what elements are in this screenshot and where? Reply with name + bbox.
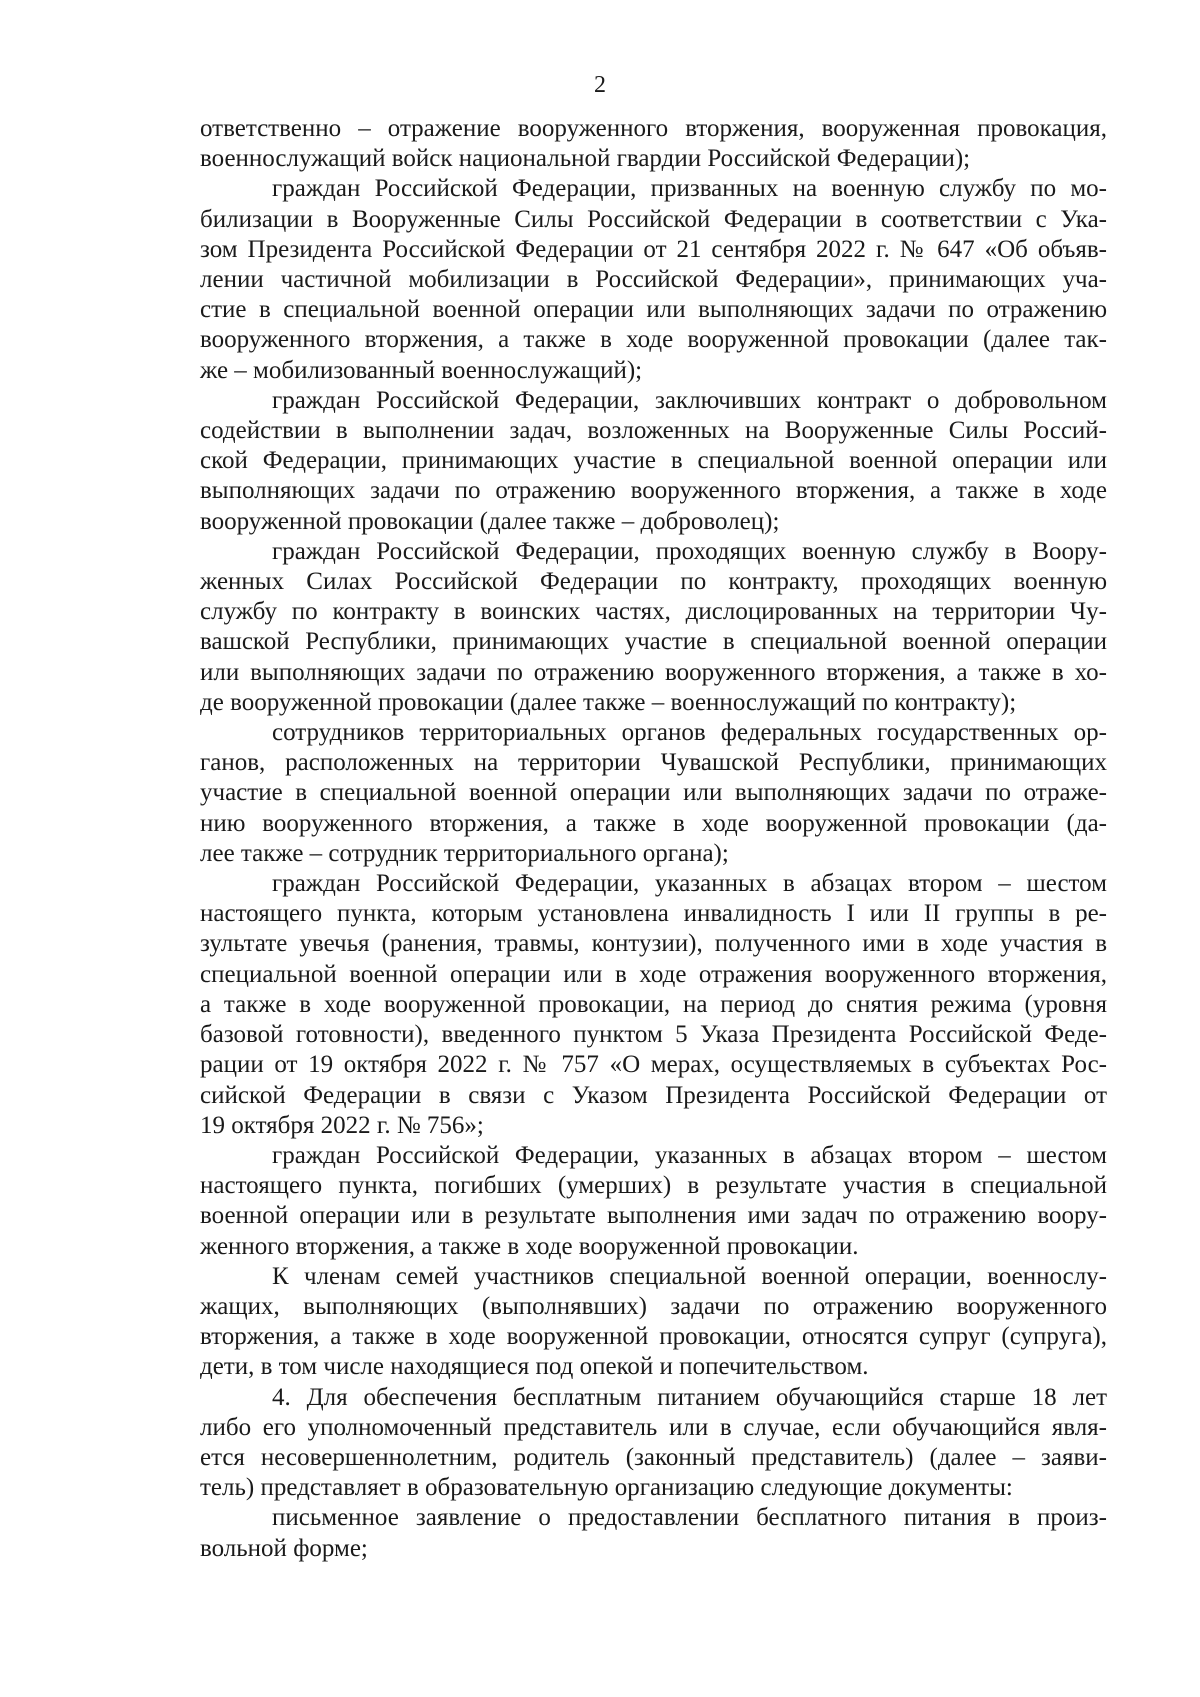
text-line: граждан Российской Федерации, проходящих военную службу в Воору- <box>272 537 1107 565</box>
text-line: ской Федерации, принимающих участие в специальной военной операции или <box>200 447 1107 475</box>
text-line: граждан Российской Федерации, заключивших контракт о добровольном <box>272 386 1107 414</box>
paragraph <box>200 386 1107 537</box>
text-line: билизации в Вооруженные Силы Российской Федерации в соответствии с Ука- <box>200 205 1107 233</box>
text-line: содействии в выполнении задач, возложенных на Вооруженные Силы Россий- <box>200 417 1107 445</box>
document-body <box>200 114 1107 1564</box>
text-line: базовой готовности), введенного пунктом 5 Указа Президента Российской Феде- <box>200 1021 1107 1049</box>
paragraph <box>200 1383 1107 1504</box>
text-line: сотрудников территориальных органов федеральных государственных ор- <box>272 719 1107 747</box>
text-line: или выполняющих задачи по отражению вооруженного вторжения, а также в хо- <box>200 658 1107 686</box>
text-line: граждан Российской Федерации, призванных на военную службу по мо- <box>272 175 1107 203</box>
text-line: участие в специальной военной операции или выполняющих задачи по отраже- <box>200 779 1107 807</box>
text-line: лее также – сотрудник территориального органа); <box>200 839 729 867</box>
text-line: настоящего пункта, которым установлена инвалидность I или II группы в ре- <box>200 900 1107 928</box>
text-line: вторжения, а также в ходе вооруженной провокации, относятся супруг (супруга), <box>200 1323 1107 1351</box>
text-line: зультате увечья (ранения, травмы, контузии), полученного ими в ходе участия в <box>200 930 1107 958</box>
text-line: К членам семей участников специальной военной операции, военнослу- <box>272 1262 1107 1290</box>
text-line: 19 октября 2022 г. № 756»; <box>200 1111 484 1139</box>
text-line: женного вторжения, а также в ходе вооруженной провокации. <box>200 1232 859 1260</box>
text-line: 4. Для обеспечения бесплатным питанием обучающийся старше 18 лет <box>272 1383 1107 1411</box>
text-line: вооруженного вторжения, а также в ходе вооруженной провокации (далее так- <box>200 326 1107 354</box>
text-line: стие в специальной военной операции или выполняющих задачи по отражению <box>200 296 1107 324</box>
text-line: граждан Российской Федерации, указанных в абзацах втором – шестом <box>272 870 1107 898</box>
text-line: военной операции или в результате выполнения ими задач по отражению воору- <box>200 1202 1107 1230</box>
text-line: а также в ходе вооруженной провокации, на период до снятия режима (уровня <box>200 990 1107 1018</box>
text-line: жащих, выполняющих (выполнявших) задачи по отражению вооруженного <box>200 1292 1107 1320</box>
paragraph <box>200 537 1107 718</box>
text-line: ответственно – отражение вооруженного вторжения, вооруженная провокация, <box>200 115 1107 142</box>
paragraph <box>200 718 1107 869</box>
text-line: ется несовершеннолетним, родитель (законный представитель) (далее – заяви- <box>200 1443 1107 1471</box>
text-line: военнослужащий войск национальной гвардии Российской Федерации); <box>200 145 971 173</box>
text-line: зом Президента Российской Федерации от 21 сентября 2022 г. № 647 «Об объяв- <box>200 235 1107 263</box>
text-line: тель) представляет в образовательную организацию следующие документы: <box>200 1474 1013 1502</box>
text-line: письменное заявление о предоставлении бесплатного питания в произ- <box>272 1504 1107 1532</box>
text-line: нию вооруженного вторжения, а также в ходе вооруженной провокации (да- <box>200 809 1107 837</box>
paragraph <box>200 114 1107 174</box>
text-line: де вооруженной провокации (далее также – военнослужащий по контракту); <box>200 688 1017 716</box>
page-number: 2 <box>594 72 606 98</box>
text-line: либо его уполномоченный представитель или в случае, если обучающийся явля- <box>200 1413 1107 1441</box>
text-line: службу по контракту в воинских частях, дислоцированных на территории Чу- <box>200 598 1107 626</box>
paragraph <box>200 1262 1107 1383</box>
paragraph <box>200 1141 1107 1262</box>
paragraph <box>200 869 1107 1141</box>
text-line: вашской Республики, принимающих участие в специальной военной операции <box>200 628 1107 656</box>
text-line: рации от 19 октября 2022 г. № 757 «О мерах, осуществляемых в субъектах Рос- <box>200 1051 1107 1079</box>
text-line: вооруженной провокации (далее также – доброволец); <box>200 507 780 535</box>
text-line: сийской Федерации в связи с Указом Президента Российской Федерации от <box>200 1081 1107 1109</box>
text-line: выполняющих задачи по отражению вооруженного вторжения, а также в ходе <box>200 477 1107 505</box>
text-line: лении частичной мобилизации в Российской Федерации», принимающих уча- <box>200 266 1107 294</box>
text-line: граждан Российской Федерации, указанных в абзацах втором – шестом <box>272 1141 1107 1169</box>
text-line: дети, в том числе находящиеся под опекой и попечительством. <box>200 1353 869 1381</box>
text-line: настоящего пункта, погибших (умерших) в результате участия в специальной <box>200 1172 1107 1200</box>
text-line: женных Силах Российской Федерации по контракту, проходящих военную <box>200 568 1107 596</box>
text-line: вольной форме; <box>200 1534 368 1562</box>
text-line: специальной военной операции или в ходе отражения вооруженного вторжения, <box>200 960 1107 988</box>
paragraph <box>200 1503 1107 1563</box>
text-line: же – мобилизованный военнослужащий); <box>200 356 643 384</box>
text-line: ганов, расположенных на территории Чувашской Республики, принимающих <box>200 749 1107 777</box>
paragraph <box>200 174 1107 385</box>
